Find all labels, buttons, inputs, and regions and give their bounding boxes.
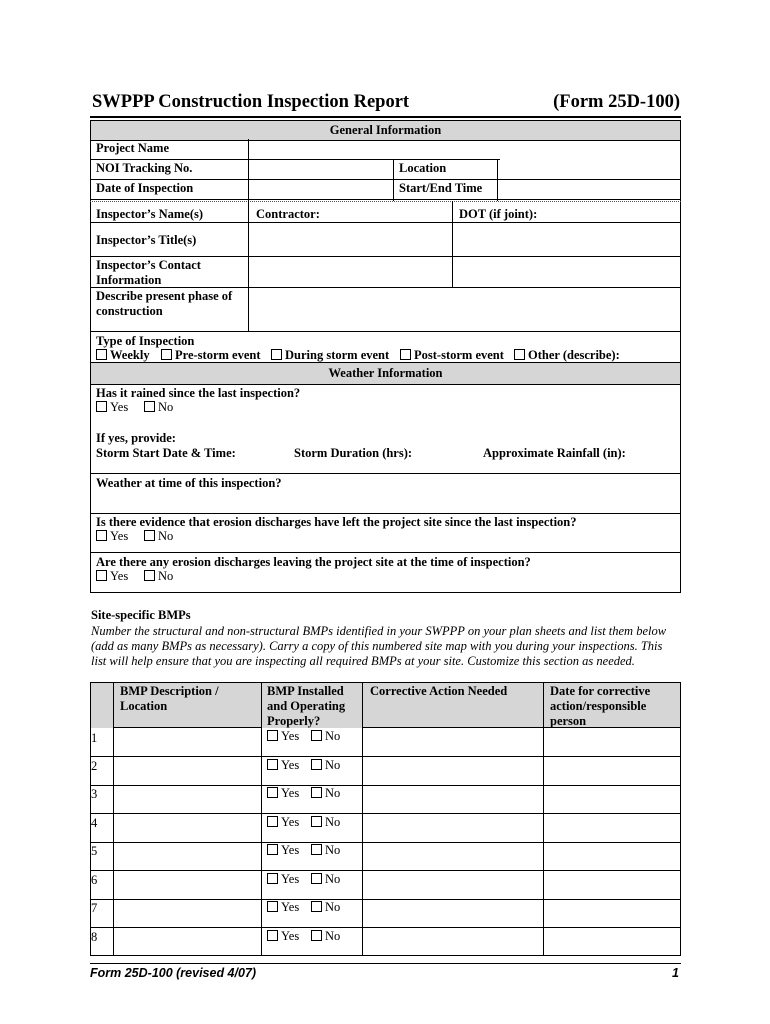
leaving-yes-checkbox[interactable] — [96, 570, 107, 581]
col-date-header-2: action/responsible — [550, 699, 647, 713]
divider — [261, 682, 262, 956]
col-desc-header-1: BMP Description / — [120, 684, 219, 698]
divider — [90, 287, 681, 288]
bmp-row-no[interactable]: No — [311, 843, 340, 858]
leaving-question: Are there any erosion discharges leaving the project site at the time of inspection? — [96, 555, 531, 569]
bmp-row-no[interactable]: No — [311, 900, 340, 915]
page-number: 1 — [672, 966, 679, 980]
storm-start-label: Storm Start Date & Time: — [96, 446, 236, 460]
bmp-row-no[interactable]: No — [311, 786, 340, 801]
inspector-title-label: Inspector’s Title(s) — [96, 233, 197, 247]
rainfall-label: Approximate Rainfall (in): — [483, 446, 626, 460]
col-desc-header-2: Location — [120, 699, 168, 713]
form-number: (Form 25D-100) — [553, 92, 680, 112]
divider — [90, 842, 681, 843]
col-action-header: Corrective Action Needed — [370, 684, 508, 698]
evidence-yes[interactable]: Yes — [96, 529, 128, 544]
yes-checkbox[interactable] — [267, 873, 278, 884]
divider — [90, 201, 681, 202]
weekly-checkbox[interactable] — [96, 349, 107, 360]
bmp-row-yes[interactable]: Yes — [267, 729, 299, 744]
bmp-row-yes[interactable]: Yes — [267, 929, 299, 944]
weather-info-heading: Weather Information — [91, 363, 680, 385]
title-rule — [90, 116, 681, 118]
bmp-table — [90, 682, 681, 956]
no-checkbox[interactable] — [311, 873, 322, 884]
divider — [90, 756, 681, 757]
divider — [90, 331, 681, 332]
divider — [90, 813, 681, 814]
divider — [248, 139, 249, 201]
bmp-row-number: 6 — [91, 873, 98, 887]
no-checkbox[interactable] — [311, 930, 322, 941]
option-post-storm[interactable]: Post-storm event — [400, 348, 504, 363]
bmp-row-number: 8 — [91, 930, 98, 944]
yes-checkbox[interactable] — [267, 901, 278, 912]
bmp-row-yes[interactable]: Yes — [267, 872, 299, 887]
bmp-row-yes[interactable]: Yes — [267, 786, 299, 801]
divider — [90, 159, 500, 160]
divider — [113, 727, 261, 728]
rained-no-checkbox[interactable] — [144, 401, 155, 412]
contact-label-line2: Information — [96, 273, 162, 287]
bmps-intro-line2: (add as many BMPs as necessary). Carry a copy of this numbered site map with you during your inspections. This — [91, 639, 663, 653]
yes-checkbox[interactable] — [267, 844, 278, 855]
rained-yes-checkbox[interactable] — [96, 401, 107, 412]
option-other[interactable]: Other (describe): — [514, 348, 620, 363]
contact-label-line1: Inspector’s Contact — [96, 258, 201, 272]
yes-checkbox[interactable] — [267, 816, 278, 827]
divider — [90, 552, 681, 553]
option-weekly[interactable]: Weekly — [96, 348, 150, 363]
bmp-row-yes[interactable]: Yes — [267, 900, 299, 915]
bmp-row-number: 7 — [91, 901, 98, 915]
inspector-names-label: Inspector’s Name(s) — [96, 207, 204, 221]
bmp-row-no[interactable]: No — [311, 815, 340, 830]
divider — [452, 201, 453, 287]
divider — [362, 682, 363, 956]
col-installed-header-2: and Operating — [267, 699, 346, 713]
bmp-row-no[interactable]: No — [311, 729, 340, 744]
bmp-row-number: 1 — [91, 731, 98, 745]
phase-label-line1: Describe present phase of — [96, 289, 233, 303]
bmp-row-number: 2 — [91, 759, 98, 773]
no-checkbox[interactable] — [311, 787, 322, 798]
yes-checkbox[interactable] — [267, 730, 278, 741]
divider — [248, 201, 249, 331]
bmp-row-yes[interactable]: Yes — [267, 815, 299, 830]
yes-checkbox[interactable] — [267, 759, 278, 770]
divider — [90, 473, 681, 474]
other-checkbox[interactable] — [514, 349, 525, 360]
form-title — [92, 92, 680, 118]
rained-question: Has it rained since the last inspection? — [96, 386, 301, 400]
bmps-heading: Site-specific BMPs — [91, 608, 191, 622]
phase-label-line2: construction — [96, 304, 163, 318]
col-date-header-3: person — [550, 714, 587, 728]
footer-rule — [90, 963, 681, 964]
divider — [362, 727, 681, 728]
bmp-row-number: 3 — [91, 787, 98, 801]
bmps-intro-line1: Number the structural and non-structural BMPs identified in your SWPPP on your plan sheets and list them below — [91, 624, 667, 638]
option-during-storm[interactable]: During storm event — [271, 348, 389, 363]
yes-checkbox[interactable] — [267, 787, 278, 798]
divider — [90, 870, 681, 871]
location-label: Location — [399, 161, 447, 175]
evidence-yes-checkbox[interactable] — [96, 530, 107, 541]
bmp-row-yes[interactable]: Yes — [267, 843, 299, 858]
no-checkbox[interactable] — [311, 901, 322, 912]
contractor-label: Contractor: — [256, 207, 320, 221]
col-date-header-1: Date for corrective — [550, 684, 651, 698]
no-checkbox[interactable] — [311, 844, 322, 855]
start-end-time-label: Start/End Time — [399, 181, 483, 195]
option-pre-storm[interactable]: Pre-storm event — [161, 348, 261, 363]
divider — [90, 222, 681, 223]
evidence-no[interactable]: No — [144, 529, 173, 544]
bmp-row-no[interactable]: No — [311, 872, 340, 887]
storm-duration-label: Storm Duration (hrs): — [294, 446, 413, 460]
rained-yes[interactable]: Yes — [96, 400, 128, 415]
bmp-row-number: 4 — [91, 816, 98, 830]
pre-storm-checkbox[interactable] — [161, 349, 172, 360]
no-checkbox[interactable] — [311, 816, 322, 827]
type-of-inspection-label: Type of Inspection — [96, 334, 195, 348]
col-installed-header-3: Properly? — [267, 714, 321, 728]
during-storm-checkbox[interactable] — [271, 349, 282, 360]
evidence-question: Is there evidence that erosion discharges have left the project site since the last inspection? — [96, 515, 577, 529]
divider — [393, 159, 394, 201]
leaving-no[interactable]: No — [144, 569, 173, 584]
bmp-row-yes[interactable]: Yes — [267, 758, 299, 773]
divider — [90, 256, 681, 257]
noi-tracking-label: NOI Tracking No. — [96, 161, 193, 175]
if-yes-label: If yes, provide: — [96, 431, 176, 445]
footer-form-revision: Form 25D-100 (revised 4/07) — [90, 966, 257, 980]
leaving-no-checkbox[interactable] — [144, 570, 155, 581]
divider — [90, 179, 681, 180]
general-info-heading: General Information — [91, 121, 680, 141]
divider — [90, 785, 681, 786]
evidence-no-checkbox[interactable] — [144, 530, 155, 541]
leaving-yes[interactable]: Yes — [96, 569, 128, 584]
divider — [90, 899, 681, 900]
divider — [90, 199, 681, 200]
bmp-header-shade — [91, 683, 113, 728]
post-storm-checkbox[interactable] — [400, 349, 411, 360]
no-checkbox[interactable] — [311, 759, 322, 770]
bmps-intro-line3: list will help ensure that you are inspecting all required BMPs at your site. Customize this section as needed. — [91, 654, 635, 668]
date-of-inspection-label: Date of Inspection — [96, 181, 194, 195]
bmp-row-no[interactable]: No — [311, 929, 340, 944]
no-checkbox[interactable] — [311, 730, 322, 741]
col-installed-header-1: BMP Installed — [267, 684, 344, 698]
divider — [497, 159, 498, 201]
bmp-row-no[interactable]: No — [311, 758, 340, 773]
divider — [90, 513, 681, 514]
divider — [90, 927, 681, 928]
report-title: SWPPP Construction Inspection Report — [92, 92, 410, 112]
bmp-row-number: 5 — [91, 844, 98, 858]
project-name-label: Project Name — [96, 141, 169, 155]
rained-no[interactable]: No — [144, 400, 173, 415]
weather-now-label: Weather at time of this inspection? — [96, 476, 282, 490]
divider — [543, 682, 544, 956]
dot-label: DOT (if joint): — [459, 207, 538, 221]
divider — [113, 682, 114, 956]
yes-checkbox[interactable] — [267, 930, 278, 941]
